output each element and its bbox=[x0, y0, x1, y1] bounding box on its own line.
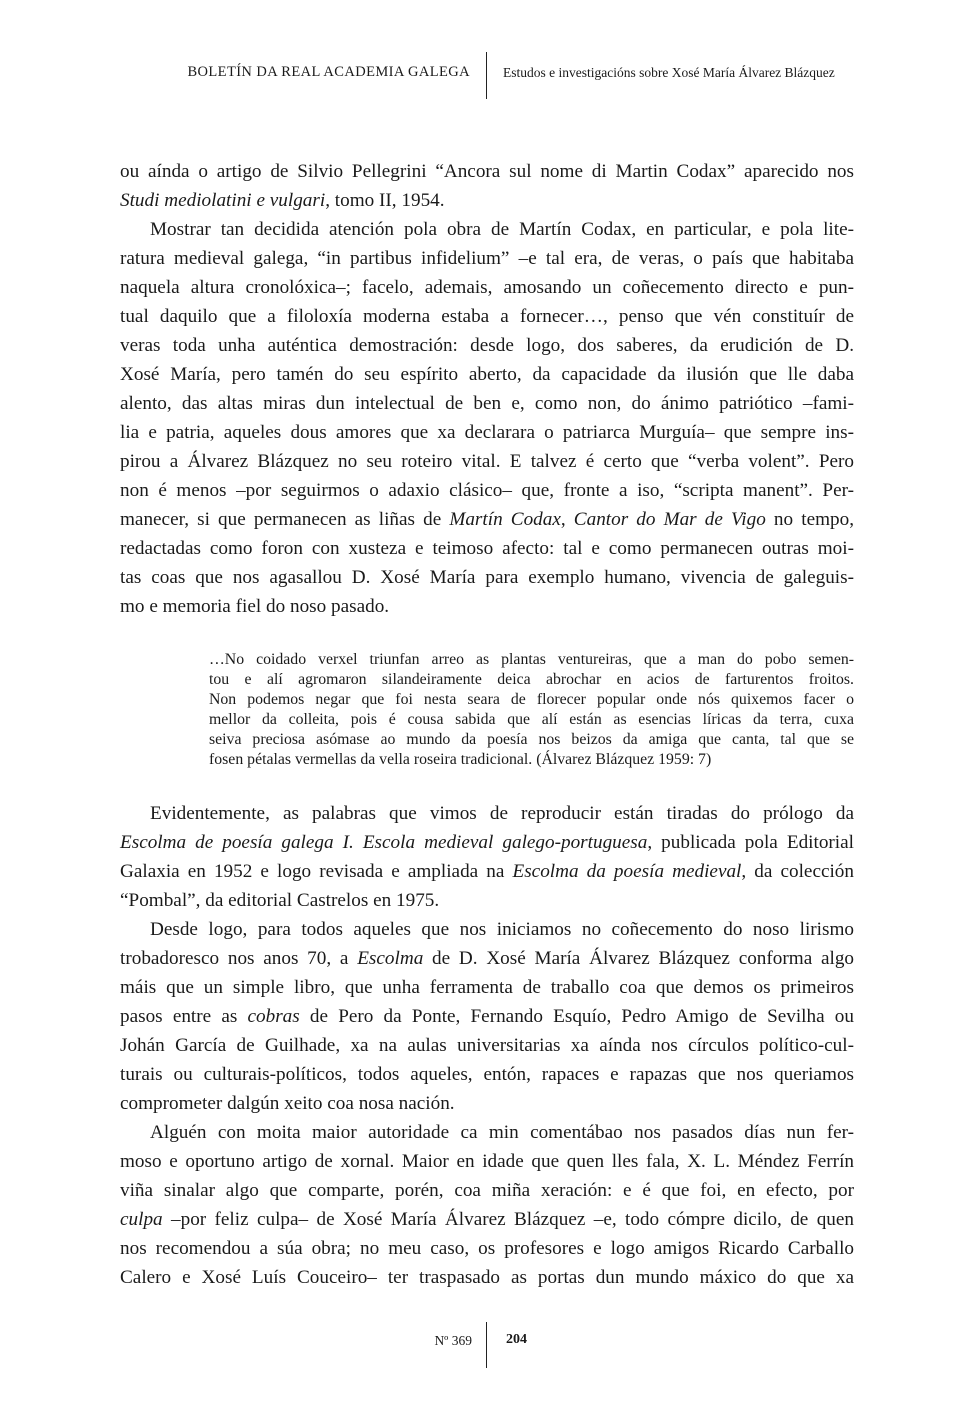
text-line: alento, das altas miras dun intelectual de ben e, como non, do ánimo patriótico –fami- bbox=[120, 393, 854, 414]
section-title: Estudos e investigacións sobre Xosé María Álvarez Blázquez bbox=[503, 65, 835, 80]
text-line: Mostrar tan decidida atención pola obra de Martín Codax, en particular, e pola lite- bbox=[150, 219, 854, 240]
text-line: naquela altura cronolóxica–; facelo, ademais, amosando un coñecemento directo e pun- bbox=[120, 277, 854, 298]
text-line: redactadas como foron con xusteza e teimoso afecto: tal e como permanecen outras moi- bbox=[120, 538, 854, 559]
text-line: Johán García de Guilhade, xa na aulas universitarias xa aínda nos círculos político-cul- bbox=[120, 1035, 854, 1056]
text-line: nos recomendou a súa obra; no meu caso, os profesores e logo amigos Ricardo Carballo bbox=[120, 1238, 854, 1259]
text-line: lia e patria, aqueles dous amores que xa declarara o patriarca Murguía– que sempre ins- bbox=[120, 422, 854, 443]
text-line: comprometer dalgún xeito coa nosa nación. bbox=[120, 1093, 455, 1114]
text-line: Studi mediolatini e vulgari, tomo II, 1954. bbox=[120, 190, 445, 211]
text-line: mo e memoria fiel do noso pasado. bbox=[120, 596, 390, 617]
text-line: turais ou culturais-políticos, todos aqueles, entón, rapaces e rapazas que nos queriamos bbox=[120, 1064, 854, 1085]
quote-line: mellor da colleita, pois é cousa sabida que alí están as esencias líricas da terra, cuxa bbox=[209, 711, 854, 728]
text-line: pasos entre as cobras de Pero da Ponte, Fernando Esquío, Pedro Amigo de Sevilha ou bbox=[120, 1006, 854, 1027]
text-line: Calero e Xosé Luís Couceiro– ter traspasado as portas dun mundo máxico do que xa bbox=[120, 1267, 854, 1288]
text-line: “Pombal”, da editorial Castrelos en 1975. bbox=[120, 890, 440, 911]
text-line: tas coas que nos agasallou D. Xosé María para exemplo humano, vivencia de galeguis- bbox=[120, 567, 854, 588]
text-line: tual daquilo que a filoloxía moderna estaba a fornecer…, penso que vén constituír de bbox=[120, 306, 854, 327]
text-line: ratura medieval galega, “in partibus infidelium” –e tal era, de veras, o país que habitaba bbox=[120, 248, 854, 269]
running-header bbox=[0, 0, 975, 110]
text-line: trobadoresco nos anos 70, a Escolma de D. Xosé María Álvarez Blázquez conforma algo bbox=[120, 948, 855, 969]
footer-divider bbox=[486, 1322, 487, 1368]
text-line: Galaxia en 1952 e logo revisada e ampliada na Escolma da poesía medieval, da colección bbox=[120, 861, 854, 882]
text-line: non é menos –por seguirmos o adaxio clásico– que, fronte a iso, “scripta manent”. Per- bbox=[120, 480, 854, 501]
text-line: máis que un simple libro, que unha ferramenta de traballo coa que demos os primeiros bbox=[120, 977, 854, 998]
quote-line: Non podemos negar que foi nesta seara de florecer popular onde nós quixemos facer o bbox=[209, 691, 854, 708]
text-line: moso e oportuno artigo de xornal. Maior en idade que quen lles fala, X. L. Méndez Ferrín bbox=[120, 1151, 854, 1172]
page-number: 204 bbox=[506, 1332, 527, 1347]
text-line: Desde logo, para todos aqueles que nos iniciamos no coñecemento do noso lirismo bbox=[150, 919, 854, 940]
text-line: Alguén con moita maior autoridade ca min comentábao nos pasados días nun fer- bbox=[150, 1122, 854, 1143]
quote-line: fosen pétalas vermellas da vella roseira tradicional. (Álvarez Blázquez 1959: 7) bbox=[209, 751, 712, 768]
header-divider bbox=[486, 52, 487, 99]
journal-title: BOLETÍN DA REAL ACADEMIA GALEGA bbox=[187, 64, 470, 80]
quote-line: tou e alí agromaron silandeiramente deica abrochar en acios de farturentos froitos. bbox=[209, 671, 854, 688]
text-line: ou aínda o artigo de Silvio Pellegrini “Ancora sul nome di Martin Codax” aparecido nos bbox=[120, 161, 854, 182]
text-line: Escolma de poesía galega I. Escola medieval galego-portuguesa, publicada pola Editorial bbox=[120, 832, 854, 853]
text-line: pirou a Álvarez Blázquez no seu roteiro vital. E talvez é certo que “verba volent”. Pero bbox=[120, 451, 854, 472]
text-line: culpa –por feliz culpa– de Xosé María Álvarez Blázquez –e, todo cómpre dicilo, de quen bbox=[120, 1209, 854, 1230]
quote-line: seiva preciosa asómase ao mundo da poesía nos beizos da amiga que canta, tal que se bbox=[209, 731, 854, 748]
page-footer bbox=[0, 1320, 975, 1370]
text-line: viña sinalar algo que comparte, porén, coa miña xeración: e é que foi, en efecto, por bbox=[120, 1180, 854, 1201]
quote-line: …No coidado verxel triunfan arreo as plantas ventureiras, que a man do pobo semen- bbox=[209, 651, 854, 668]
text-line: Xosé María, pero tamén do seu espírito aberto, da capacidade da ilusión que lle daba bbox=[120, 364, 854, 385]
issue-number: Nº 369 bbox=[434, 1333, 472, 1348]
text-line: Evidentemente, as palabras que vimos de reproducir están tiradas do prólogo da bbox=[150, 803, 854, 824]
text-line: veras toda unha auténtica demostración: desde logo, dos saberes, da erudición de D. bbox=[120, 335, 854, 356]
text-line: manecer, si que permanecen as liñas de Martín Codax, Cantor do Mar de Vigo no tempo, bbox=[120, 509, 854, 530]
